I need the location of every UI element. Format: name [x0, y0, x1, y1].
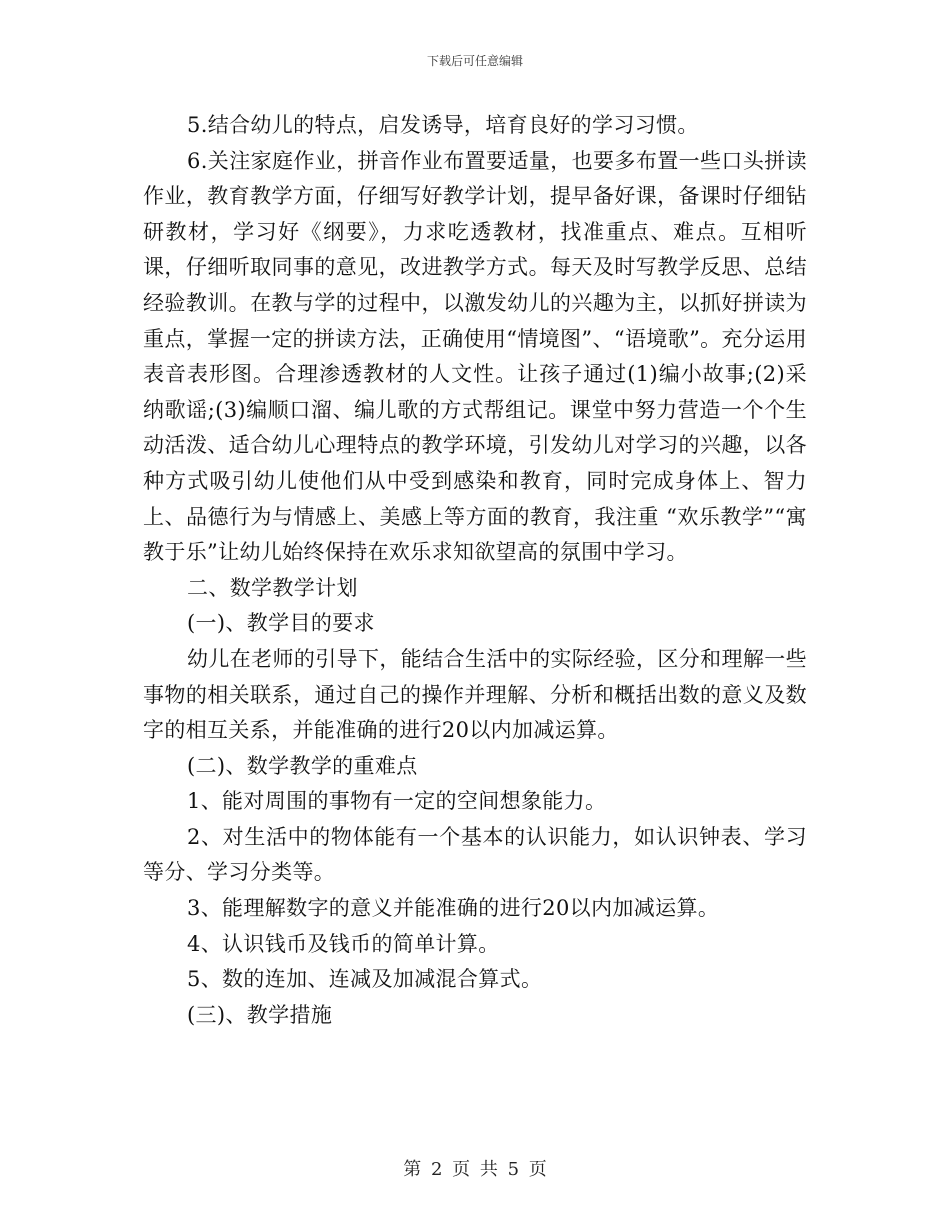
paragraph-teaching-goals: 幼儿在老师的引导下，能结合生活中的实际经验，区分和理解一些事物的相关联系，通过自己的操作并理解、分析和概括出数的意义及数字的相互关系，并能准确的进行20以内加减运算。	[143, 646, 807, 743]
list-item-3: 3、能理解数字的意义并能准确的进行20以内加减运算。	[187, 896, 720, 921]
subheading-teaching-goals: (一)、教学目的要求	[187, 611, 375, 636]
list-item-5: 5、数的连加、连减及加减混合算式。	[187, 967, 543, 992]
page-footer: 第 2 页 共 5 页	[403, 1159, 547, 1180]
subheading-key-difficulties: (二)、数学教学的重难点	[187, 753, 418, 778]
paragraph-point-5: 5.结合幼儿的特点，启发诱导，培育良好的学习习惯。	[187, 113, 699, 137]
page-header: 下载后可任意编辑	[426, 54, 523, 68]
subheading-teaching-measures: (三)、教学措施	[187, 1002, 333, 1027]
list-item-2: 2、对生活中的物体能有一个基本的认识能力，如认识钟表、学习等分、学习分类等。	[143, 824, 807, 885]
document-body	[143, 108, 807, 1033]
section-heading-math-plan: 二、数学教学计划	[187, 575, 358, 600]
list-item-1: 1、能对周围的事物有一定的空间想象能力。	[187, 789, 607, 814]
list-item-4: 4、认识钱币及钱币的简单计算。	[187, 931, 500, 956]
paragraph-point-6: 6.关注家庭作业，拼音作业布置要适量，也要多布置一些口头拼读作业，教育教学方面，仔细写好教学计划，提早备好课，备课时仔细钻研教材，学习好《纲要》，力求吃透教材，找准重点、难点。互相听课，仔细听取同事的意见，改进教学方式。每天及时写教学反思、总结经验教训。在教与学的过程中，以激发幼儿的兴趣为主，以抓好拼读为重点，掌握一定的拼读方法，正确使用“情境图”、“语境歌”。充分运用表音表形图。合理渗透教材的人文性。让孩子通过(1)编小故事;(2)采纳歌谣;(3)编顺口溜、编儿歌的方式帮组记。课堂中努力营造一个个生动活泼、适合幼儿心理特点的教学环境，引发幼儿对学习的兴趣，以各种方式吸引幼儿使他们从中受到感染和教育，同时完成身体上、智力上、品德行为与情感上、美感上等方面的教育，我注重 “欢乐教学”“寓教于乐”让幼儿始终保持在欢乐求知欲望高的氛围中学习。	[143, 148, 807, 565]
